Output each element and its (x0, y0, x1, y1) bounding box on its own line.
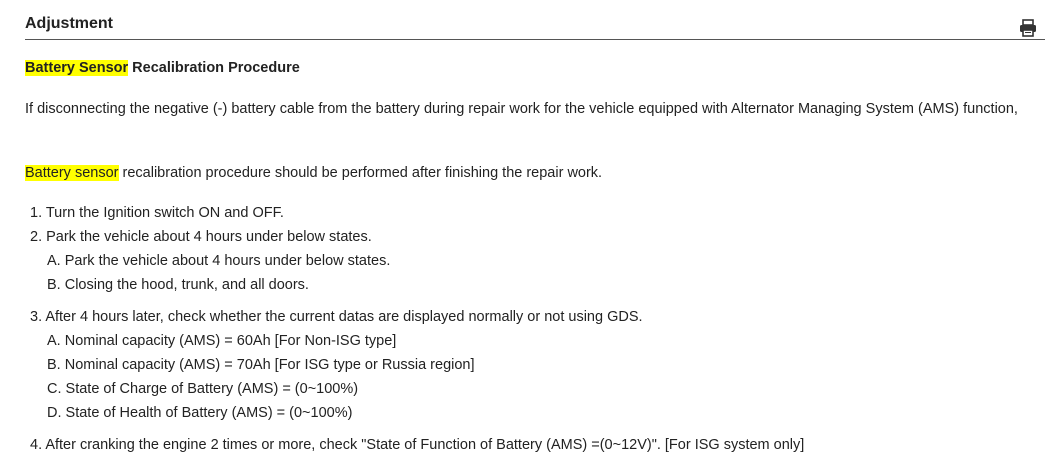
procedure-title-rest: Recalibration Procedure (128, 60, 300, 76)
recalibration-note-rest: recalibration procedure should be performed after finishing the repair work. (118, 165, 603, 181)
section-header (25, 12, 1045, 40)
step-3: 3. After 4 hours later, check whether the current datas are displayed normally or not using GDS. (30, 309, 643, 325)
step-3d: D. State of Health of Battery (AMS) = (0~100%) (47, 405, 353, 421)
procedure-title (25, 60, 300, 76)
step-2b: B. Closing the hood, trunk, and all doors. (47, 277, 309, 293)
printer-icon[interactable] (1019, 19, 1037, 37)
intro-paragraph: If disconnecting the negative (-) battery cable from the battery during repair work for the vehicle equipped with Alternator Managing System (AMS) function, (25, 101, 1018, 117)
step-3c: C. State of Charge of Battery (AMS) = (0~100%) (47, 381, 359, 397)
step-3a: A. Nominal capacity (AMS) = 60Ah [For Non-ISG type] (47, 333, 397, 349)
step-4: 4. After cranking the engine 2 times or more, check "State of Function of Battery (AMS) =(0~12V)". [For ISG system only] (30, 437, 805, 453)
step-3b: B. Nominal capacity (AMS) = 70Ah [For ISG type or Russia region] (47, 357, 475, 373)
highlighted-term: Battery Sensor (25, 60, 129, 76)
step-2a: A. Park the vehicle about 4 hours under below states. (47, 253, 391, 269)
step-2: 2. Park the vehicle about 4 hours under below states. (30, 229, 372, 245)
highlighted-term: Battery sensor (25, 165, 119, 181)
step-1: 1. Turn the Ignition switch ON and OFF. (30, 205, 284, 221)
recalibration-note (25, 161, 1035, 185)
page-title: Adjustment (25, 15, 113, 32)
